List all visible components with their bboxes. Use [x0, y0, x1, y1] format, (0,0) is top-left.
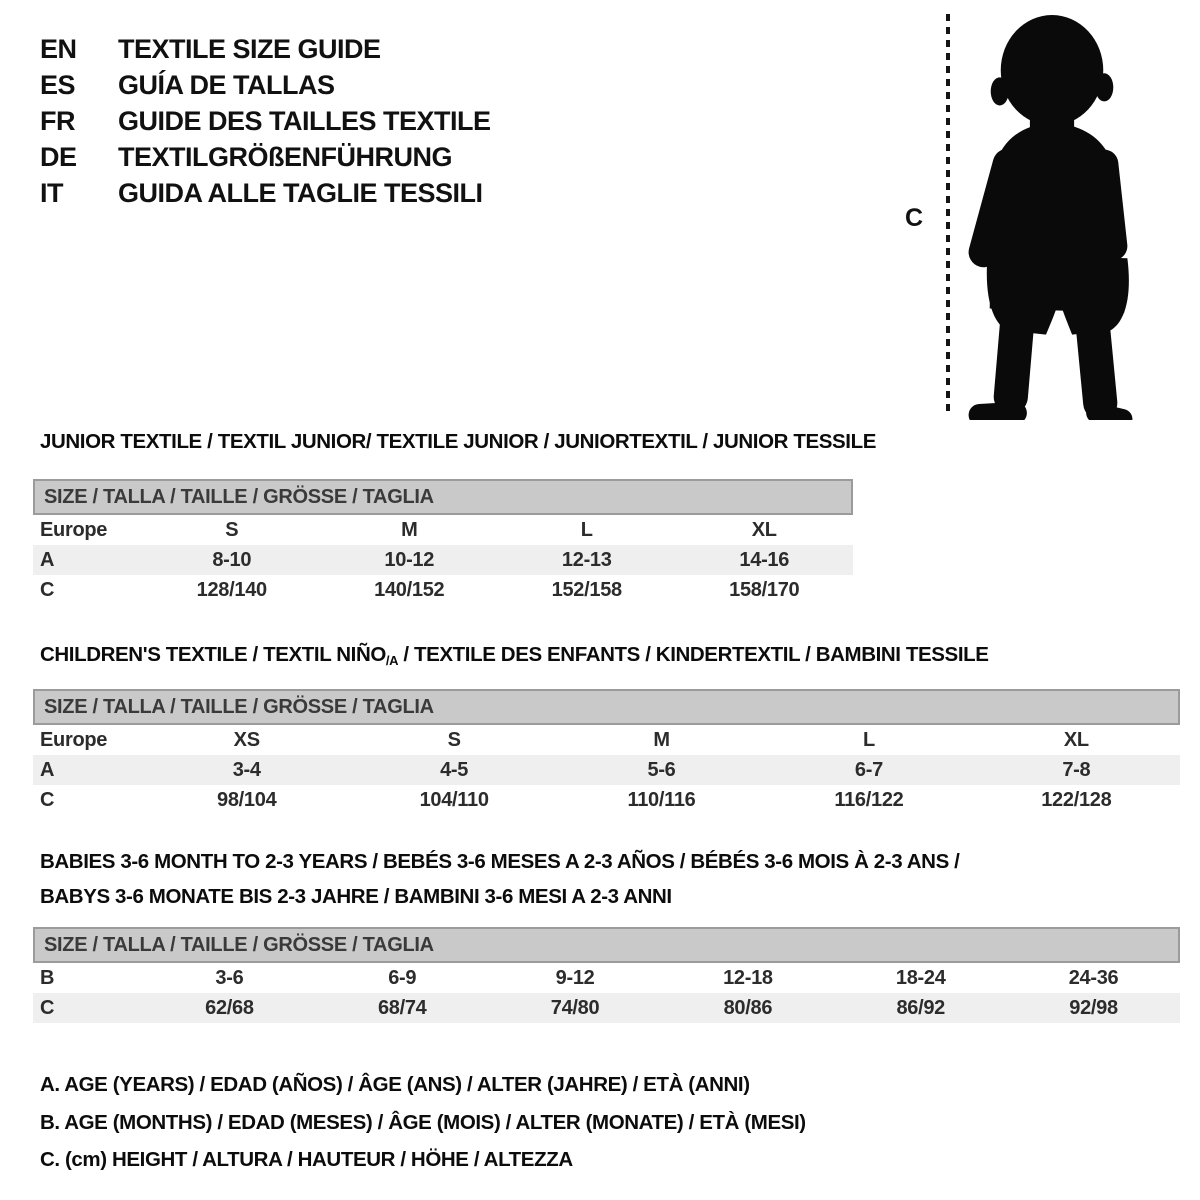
- height-dimension-label: C: [905, 204, 924, 232]
- guide-title-en: TEXTILE SIZE GUIDE: [118, 33, 381, 64]
- size-cell: M: [653, 728, 670, 751]
- age-cell: 10-12: [384, 548, 435, 571]
- children-section-title: [40, 643, 989, 668]
- junior-size-table: [33, 479, 853, 605]
- height-cell: 98/104: [217, 788, 277, 811]
- row-label: Europe: [40, 728, 108, 751]
- age-cell: 7-8: [1062, 758, 1091, 781]
- months-cell: 6-9: [388, 966, 417, 989]
- language-row: [40, 175, 491, 211]
- table-row: [33, 575, 853, 605]
- row-label: A: [40, 548, 55, 571]
- months-cell: 24-36: [1068, 966, 1119, 989]
- months-cell: 9-12: [555, 966, 595, 989]
- height-cell: 128/140: [196, 578, 267, 601]
- language-row: [40, 103, 491, 139]
- guide-title-it: GUIDA ALLE TAGLIE TESSILI: [118, 177, 483, 208]
- height-cell: 62/68: [205, 996, 254, 1019]
- months-cell: 3-6: [215, 966, 244, 989]
- legend-note-c: C. (cm) HEIGHT / ALTURA / HAUTEUR / HÖHE / ALTEZZA: [40, 1148, 573, 1171]
- table-row: [33, 993, 1180, 1023]
- age-cell: 12-13: [561, 548, 612, 571]
- legend-note-b: B. AGE (MONTHS) / EDAD (MESES) / ÂGE (MOIS) / ALTER (MONATE) / ETÀ (MESI): [40, 1111, 806, 1134]
- height-cell: 86/92: [896, 996, 945, 1019]
- language-row: [40, 31, 491, 67]
- size-cell: M: [401, 518, 418, 541]
- size-header-label: SIZE / TALLA / TAILLE / GRÖSSE / TAGLIA: [44, 933, 434, 956]
- children-size-table: [33, 689, 1180, 815]
- height-measure-dashed-line: [946, 14, 950, 416]
- language-code: ES: [40, 69, 76, 100]
- height-cell: 140/152: [374, 578, 445, 601]
- children-title-post: / TEXTILE DES ENFANTS / KINDERTEXTIL / BAMBINI TESSILE: [398, 643, 989, 666]
- table-row: [33, 725, 1180, 755]
- height-cell: 122/128: [1041, 788, 1112, 811]
- months-cell: 12-18: [723, 966, 773, 989]
- junior-section-title: JUNIOR TEXTILE / TEXTIL JUNIOR/ TEXTILE JUNIOR / JUNIORTEXTIL / JUNIOR TESSILE: [40, 430, 876, 453]
- language-row: [40, 139, 491, 175]
- height-cell: 116/122: [834, 788, 904, 811]
- table-row: [33, 545, 853, 575]
- age-cell: 14-16: [739, 548, 790, 571]
- age-cell: 5-6: [647, 758, 676, 781]
- babies-size-table: [33, 927, 1180, 1023]
- size-cell: XL: [751, 518, 777, 541]
- row-label: Europe: [40, 518, 108, 541]
- height-cell: 104/110: [419, 788, 489, 811]
- table-row: [33, 515, 853, 545]
- size-header-label: SIZE / TALLA / TAILLE / GRÖSSE / TAGLIA: [44, 695, 434, 718]
- children-title-sub: /A: [385, 653, 399, 668]
- height-cell: 152/158: [551, 578, 622, 601]
- age-cell: 6-7: [854, 758, 883, 781]
- language-code: FR: [40, 105, 75, 136]
- height-cell: 158/170: [729, 578, 800, 601]
- row-label: C: [40, 788, 55, 811]
- row-label: A: [40, 758, 55, 781]
- size-cell: S: [225, 518, 239, 541]
- height-cell: 74/80: [550, 996, 600, 1019]
- age-cell: 8-10: [212, 548, 252, 571]
- row-label: C: [40, 996, 55, 1019]
- toddler-silhouette-icon: [963, 13, 1140, 420]
- legend-note-a: A. AGE (YEARS) / EDAD (AÑOS) / ÂGE (ANS) / ALTER (JAHRE) / ETÀ (ANNI): [40, 1073, 750, 1096]
- language-code: EN: [40, 33, 77, 64]
- size-cell: L: [862, 728, 875, 751]
- language-code: IT: [40, 177, 63, 208]
- age-cell: 3-4: [232, 758, 261, 781]
- size-header-bar: [33, 479, 853, 515]
- row-label: C: [40, 578, 55, 601]
- table-row: [33, 963, 1180, 993]
- height-cell: 68/74: [377, 996, 427, 1019]
- language-title-list: [40, 31, 491, 211]
- height-cell: 110/116: [627, 788, 696, 811]
- language-code: DE: [40, 141, 77, 172]
- table-row: [33, 755, 1180, 785]
- height-cell: 80/86: [723, 996, 773, 1019]
- guide-title-es: GUÍA DE TALLAS: [118, 69, 335, 100]
- height-cell: 92/98: [1069, 996, 1118, 1019]
- size-cell: L: [580, 518, 593, 541]
- size-cell: S: [447, 728, 461, 751]
- guide-title-fr: GUIDE DES TAILLES TEXTILE: [118, 105, 491, 136]
- months-cell: 18-24: [895, 966, 946, 989]
- babies-section-title-line2: BABYS 3-6 MONATE BIS 2-3 JAHRE / BAMBINI 3-6 MESI A 2-3 ANNI: [40, 885, 672, 908]
- size-cell: XS: [233, 728, 260, 751]
- age-cell: 4-5: [440, 758, 469, 781]
- size-cell: XL: [1063, 728, 1089, 751]
- children-title-pre: CHILDREN'S TEXTILE / TEXTIL NIÑO: [40, 643, 386, 666]
- row-label: B: [40, 966, 55, 989]
- babies-section-title-line1: BABIES 3-6 MONTH TO 2-3 YEARS / BEBÉS 3-6 MESES A 2-3 AÑOS / BÉBÉS 3-6 MOIS À 2-3 ANS /: [40, 850, 960, 873]
- guide-title-de: TEXTILGRÖßENFÜHRUNG: [118, 141, 452, 172]
- table-row: [33, 785, 1180, 815]
- size-header-bar: [33, 927, 1180, 963]
- size-header-label: SIZE / TALLA / TAILLE / GRÖSSE / TAGLIA: [44, 485, 434, 508]
- language-row: [40, 67, 491, 103]
- size-header-bar: [33, 689, 1180, 725]
